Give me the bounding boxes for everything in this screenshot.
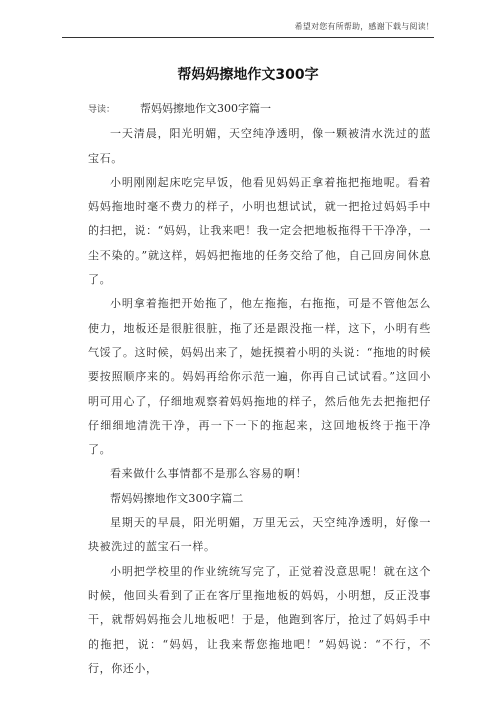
- document-title: 帮妈妈擦地作文300字: [177, 67, 319, 83]
- header-note: 希望对您有所帮助，感谢下载与阅读！: [294, 22, 434, 31]
- lead-label: 导读：: [88, 105, 116, 115]
- paragraph-4: 看来做什么事情都不是那么容易的啊！: [110, 467, 308, 481]
- paragraph-3: 小明拿着拖把开始拖了，他左拖拖，右拖拖，可是不管他怎么使力，地板还是很脏很脏，拖了还是跟没拖一样，这下，小明有些气馁了。这时候，妈妈出来了，她抚摸着小明的头说：“拖地的时候要按照顺序来的。妈妈再给你示范一遍，你再自己试试看。”这回小明可用心了，仔细地观察着妈妈拖地的样子，然后他先去把拖把仔仔细细地清洗干净，再一下一下的拖起来，这回地板终于拖干净了。: [88, 297, 431, 457]
- lead-text: 帮妈妈擦地作文300字篇一: [140, 102, 271, 115]
- paragraph-6: 小明把学校里的作业统统写完了，正觉着没意思呢！就在这个时候，他回头看到了正在客厅里拖地板的妈妈，小明想，反正没事干，就帮妈妈拖会儿地板吧！于是，他跑到客厅，抢过了妈妈手中的拖把，说：“妈妈，让我来帮您拖地吧！”妈妈说：“不行，不行，你还小，: [88, 564, 431, 675]
- paragraph-5: 星期天的早晨，阳光明媚，万里无云，天空纯净透明，好像一块被洗过的蓝宝石一样。: [88, 516, 431, 554]
- paragraph-2: 小明刚刚起床吃完早饭，他看见妈妈正拿着拖把拖地呢。看着妈妈拖地时毫不费力的样子，小明也想试试，就一把抢过妈妈手中的扫把，说：“妈妈，让我来吧！我一定会把地板拖得干干净净，一尘不染的。”就这样，妈妈把拖地的任务交给了他，自己回房间休息了。: [88, 175, 431, 287]
- header-divider: [62, 37, 434, 38]
- document-body: [88, 97, 431, 681]
- paragraph-1: 一天清晨，阳光明媚，天空纯净透明，像一颗被清水洗过的蓝宝石。: [88, 127, 431, 165]
- section-heading-2: 帮妈妈擦地作文300字篇二: [110, 491, 244, 505]
- lead-line: [88, 97, 431, 122]
